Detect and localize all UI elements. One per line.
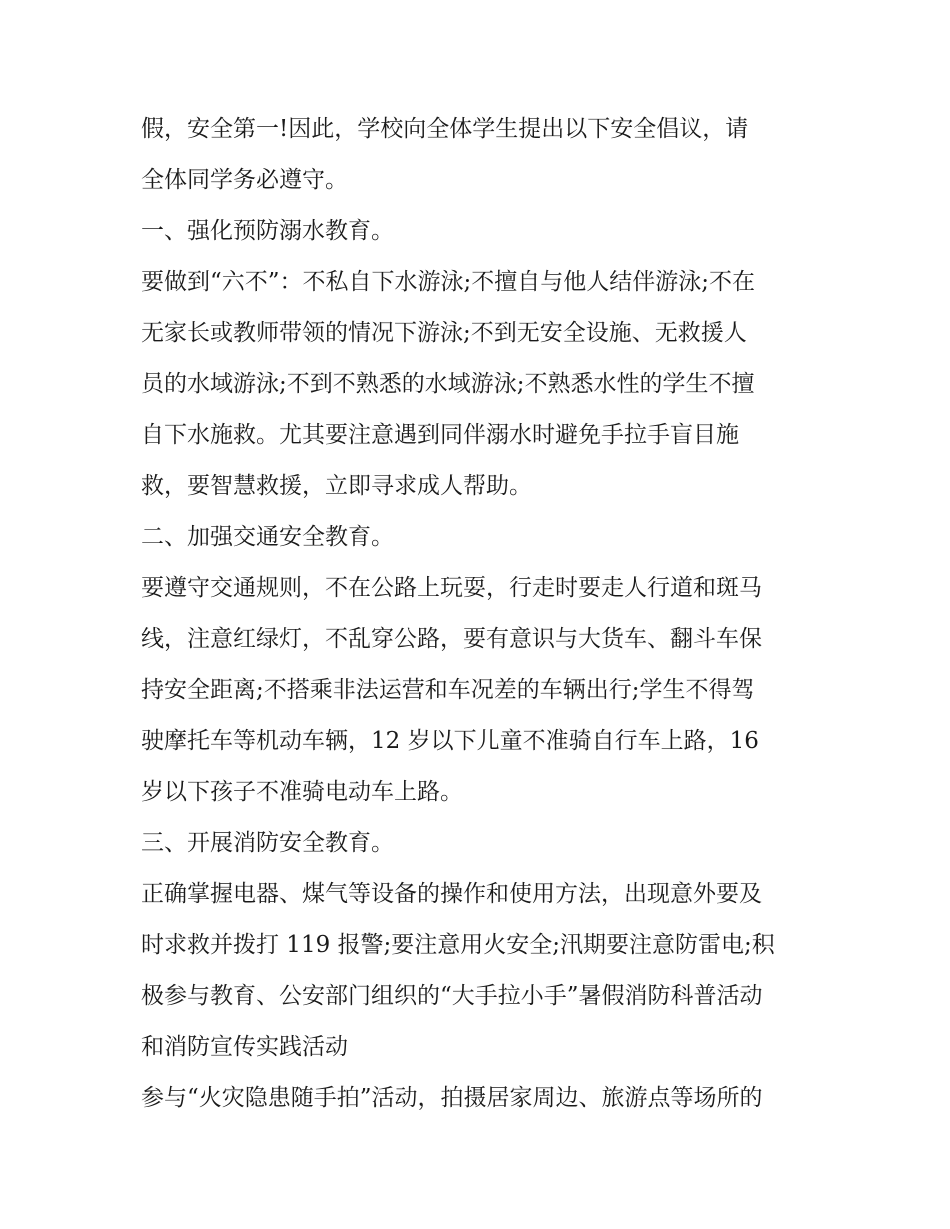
text-line: 正确掌握电器、煤气等设备的操作和使用方法，出现意外要及 — [141, 881, 762, 907]
document-body — [141, 104, 841, 1124]
text-line: 无家长或教师带领的情况下游泳;不到无安全设施、无救援人 — [141, 320, 747, 346]
text-line: 和消防宣传实践活动 — [141, 1034, 348, 1060]
text-line: 持安全距离;不搭乘非法运营和车况差的车辆出行;学生不得驾 — [141, 677, 755, 703]
section-heading: 一、强化预防溺水教育。 — [141, 218, 394, 244]
text-line: 全体同学务必遵守。 — [141, 167, 348, 193]
text-line: 要做到“六不”：不私自下水游泳;不擅自与他人结伴游泳;不在 — [141, 269, 756, 295]
text-line: 员的水域游泳;不到不熟悉的水域游泳;不熟悉水性的学生不擅 — [141, 371, 755, 397]
text-line: 岁以下孩子不准骑电动车上路。 — [141, 779, 463, 805]
text-line: 自下水施救。尤其要注意遇到同伴溺水时避免手拉手盲目施 — [141, 422, 739, 448]
text-line: 参与“火灾隐患随手拍”活动，拍摄居家周边、旅游点等场所的 — [141, 1085, 763, 1111]
text-line: 救，要智慧救援，立即寻求成人帮助。 — [141, 473, 532, 499]
text-line: 假，安全第一!因此，学校向全体学生提出以下安全倡议，请 — [141, 116, 749, 142]
text-line: 线，注意红绿灯，不乱穿公路，要有意识与大货车、翻斗车保 — [141, 626, 762, 652]
text-line: 要遵守交通规则，不在公路上玩耍，行走时要走人行道和斑马 — [141, 575, 762, 601]
text-line: 时求救并拨打 119 报警;要注意用火安全;汛期要注意防雷电;积 — [141, 932, 775, 958]
section-heading: 二、加强交通安全教育。 — [141, 524, 394, 550]
text-line: 极参与教育、公安部门组织的“大手拉小手”暑假消防科普活动 — [141, 983, 763, 1009]
text-line: 驶摩托车等机动车辆，12 岁以下儿童不准骑自行车上路，16 — [141, 728, 759, 754]
section-heading: 三、开展消防安全教育。 — [141, 830, 394, 856]
